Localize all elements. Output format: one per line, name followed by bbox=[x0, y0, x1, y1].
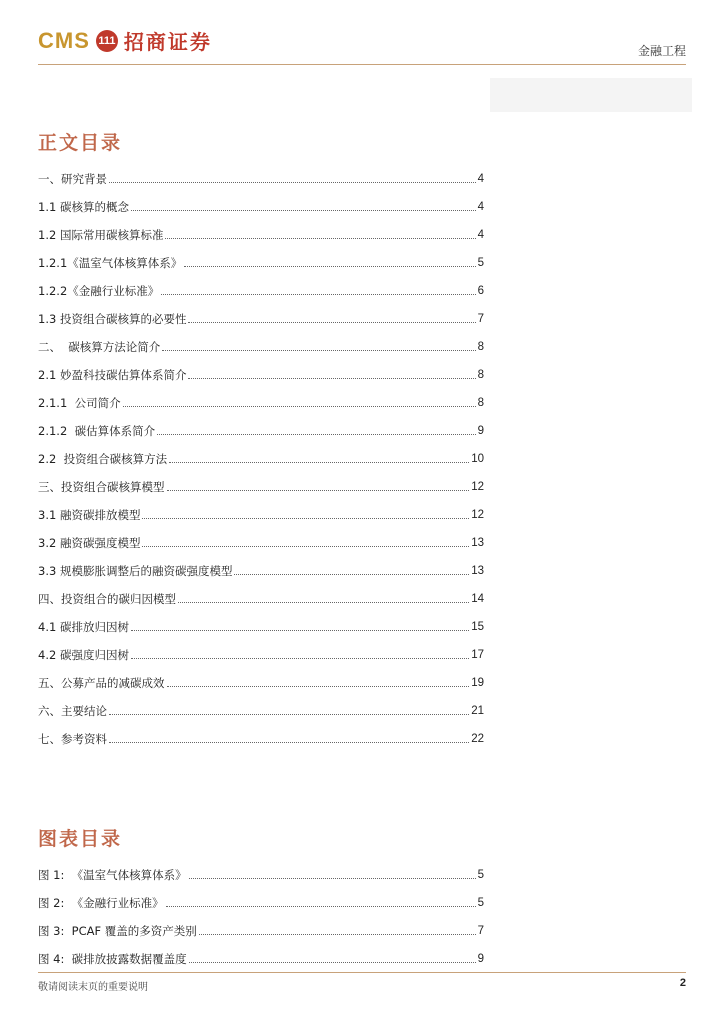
toc-entry[interactable] bbox=[38, 366, 484, 382]
toc-dot-leader bbox=[199, 933, 476, 935]
toc-heading: 正文目录 bbox=[38, 132, 123, 154]
toc-entry[interactable] bbox=[38, 950, 484, 966]
toc-dot-leader bbox=[123, 405, 476, 407]
page-footer bbox=[38, 972, 686, 1003]
toc-entry[interactable] bbox=[38, 922, 484, 938]
toc-entry[interactable] bbox=[38, 674, 484, 690]
toc-entry-title: 1.2.1《温室气体核算体系》 bbox=[38, 256, 183, 270]
toc-entry[interactable] bbox=[38, 310, 484, 326]
toc-dot-leader bbox=[234, 573, 469, 575]
toc-entry-page: 5 bbox=[477, 869, 484, 881]
toc-dot-leader bbox=[162, 349, 475, 351]
toc-entry-title: 2.1.1 公司简介 bbox=[38, 396, 121, 410]
logo-chinese-text: 招商证券 bbox=[123, 30, 212, 54]
toc-dot-leader bbox=[131, 629, 469, 631]
toc-entry-page: 4 bbox=[477, 229, 484, 241]
toc-entry-page: 19 bbox=[471, 677, 484, 689]
toc-entry-title: 2.2 投资组合碳核算方法 bbox=[38, 452, 168, 466]
toc-entry-page: 8 bbox=[477, 397, 484, 409]
toc-entry-page: 8 bbox=[477, 369, 484, 381]
toc-entry-page: 6 bbox=[477, 285, 484, 297]
toc-entry-page: 8 bbox=[477, 341, 484, 353]
toc-entry-page: 12 bbox=[471, 509, 484, 521]
toc-entry-page: 4 bbox=[477, 173, 484, 185]
toc-entry[interactable] bbox=[38, 562, 484, 578]
page-number: 2 bbox=[679, 977, 686, 989]
toc-entry-page: 10 bbox=[471, 453, 484, 465]
toc-entry[interactable] bbox=[38, 450, 484, 466]
toc-entry-page: 17 bbox=[471, 649, 484, 661]
toc-dot-leader bbox=[142, 545, 469, 547]
toc-dot-leader bbox=[166, 905, 476, 907]
toc-dot-leader bbox=[167, 489, 470, 491]
toc-entry[interactable] bbox=[38, 394, 484, 410]
toc-entry-title: 2.1 妙盈科技碳估算体系简介 bbox=[38, 368, 187, 382]
toc-dot-leader bbox=[189, 877, 476, 879]
toc-entry-title: 六、主要结论 bbox=[38, 704, 107, 718]
toc-entry-page: 12 bbox=[471, 481, 484, 493]
toc-entry-title: 五、公募产品的减碳成效 bbox=[38, 676, 165, 690]
toc-entry-page: 13 bbox=[471, 537, 484, 549]
toc-entry-title: 3.3 规模膨胀调整后的融资碳强度模型 bbox=[38, 564, 233, 578]
toc-entry-page: 13 bbox=[471, 565, 484, 577]
toc-dot-leader bbox=[178, 601, 469, 603]
toc-entry[interactable] bbox=[38, 506, 484, 522]
toc-entry[interactable] bbox=[38, 226, 484, 242]
toc-entry-title: 一、研究背景 bbox=[38, 172, 107, 186]
toc-entry-title: 三、投资组合碳核算模型 bbox=[38, 480, 165, 494]
toc-dot-leader bbox=[131, 657, 469, 659]
toc-dot-leader bbox=[188, 377, 475, 379]
toc-dot-leader bbox=[188, 321, 475, 323]
toc-entry[interactable] bbox=[38, 282, 484, 298]
toc-entry-title: 七、参考资料 bbox=[38, 732, 107, 746]
figures-heading: 图表目录 bbox=[38, 828, 123, 850]
toc-entry-title: 四、投资组合的碳归因模型 bbox=[38, 592, 176, 606]
page-header bbox=[38, 22, 686, 65]
toc-dot-leader bbox=[184, 265, 475, 267]
toc-entry[interactable] bbox=[38, 198, 484, 214]
toc-entry-title: 1.3 投资组合碳核算的必要性 bbox=[38, 312, 187, 326]
toc-entry-page: 4 bbox=[477, 201, 484, 213]
toc-dot-leader bbox=[167, 685, 470, 687]
toc-entry-title: 二、 碳核算方法论简介 bbox=[38, 340, 161, 354]
toc-entry-title: 4.2 碳强度归因树 bbox=[38, 648, 129, 662]
toc-entry-title: 4.1 碳排放归因树 bbox=[38, 620, 129, 634]
toc-dot-leader bbox=[109, 741, 469, 743]
toc-entry-title: 2.1.2 碳估算体系简介 bbox=[38, 424, 156, 438]
toc-entry-page: 21 bbox=[471, 705, 484, 717]
toc-entry[interactable] bbox=[38, 866, 484, 882]
logo-badge-icon: 111 bbox=[96, 30, 118, 52]
toc-dot-leader bbox=[109, 713, 469, 715]
toc-entry-title: 3.2 融资碳强度模型 bbox=[38, 536, 141, 550]
toc-entry[interactable] bbox=[38, 590, 484, 606]
toc-entry-title: 图 1: 《温室气体核算体系》 bbox=[38, 868, 187, 882]
toc-entry-page: 5 bbox=[477, 897, 484, 909]
toc-dot-leader bbox=[131, 209, 476, 211]
toc-entry-page: 22 bbox=[471, 733, 484, 745]
toc-dot-leader bbox=[161, 293, 475, 295]
toc-entry-page: 15 bbox=[471, 621, 484, 633]
toc-entry[interactable] bbox=[38, 170, 484, 186]
logo-cms-text: CMS bbox=[38, 27, 90, 53]
toc-entry-title: 1.2 国际常用碳核算标准 bbox=[38, 228, 164, 242]
toc-entry[interactable] bbox=[38, 646, 484, 662]
toc-dot-leader bbox=[189, 961, 476, 963]
toc-entry[interactable] bbox=[38, 478, 484, 494]
toc-entry[interactable] bbox=[38, 730, 484, 746]
toc-entry[interactable] bbox=[38, 254, 484, 270]
toc-entry-title: 图 3: PCAF 覆盖的多资产类别 bbox=[38, 924, 197, 938]
toc-entry-page: 9 bbox=[477, 953, 484, 965]
toc-entry-page: 7 bbox=[477, 313, 484, 325]
toc-entry-page: 9 bbox=[477, 425, 484, 437]
toc-entry-title: 3.1 融资碳排放模型 bbox=[38, 508, 141, 522]
toc-entry[interactable] bbox=[38, 702, 484, 718]
toc-dot-leader bbox=[142, 517, 469, 519]
header-placeholder-box bbox=[490, 78, 692, 112]
toc-entry[interactable] bbox=[38, 618, 484, 634]
toc-entry-title: 图 4: 碳排放披露数据覆盖度 bbox=[38, 952, 187, 966]
toc-dot-leader bbox=[165, 237, 475, 239]
company-logo bbox=[38, 26, 212, 55]
toc-entry[interactable] bbox=[38, 422, 484, 438]
toc-entry-page: 7 bbox=[477, 925, 484, 937]
toc-entry-title: 1.2.2《金融行业标准》 bbox=[38, 284, 160, 298]
toc-entry[interactable] bbox=[38, 534, 484, 550]
toc-entry[interactable] bbox=[38, 338, 484, 354]
toc-entry[interactable] bbox=[38, 894, 484, 910]
toc-entry-page: 14 bbox=[471, 593, 484, 605]
department-label: 金融工程 bbox=[637, 44, 686, 58]
toc-dot-leader bbox=[109, 181, 476, 183]
toc-entry-page: 5 bbox=[477, 257, 484, 269]
toc-entry-title: 1.1 碳核算的概念 bbox=[38, 200, 129, 214]
toc-dot-leader bbox=[169, 461, 469, 463]
toc-entry-title: 图 2: 《金融行业标准》 bbox=[38, 896, 164, 910]
toc-dot-leader bbox=[157, 433, 476, 435]
disclaimer-note: 敬请阅读末页的重要说明 bbox=[38, 982, 148, 993]
